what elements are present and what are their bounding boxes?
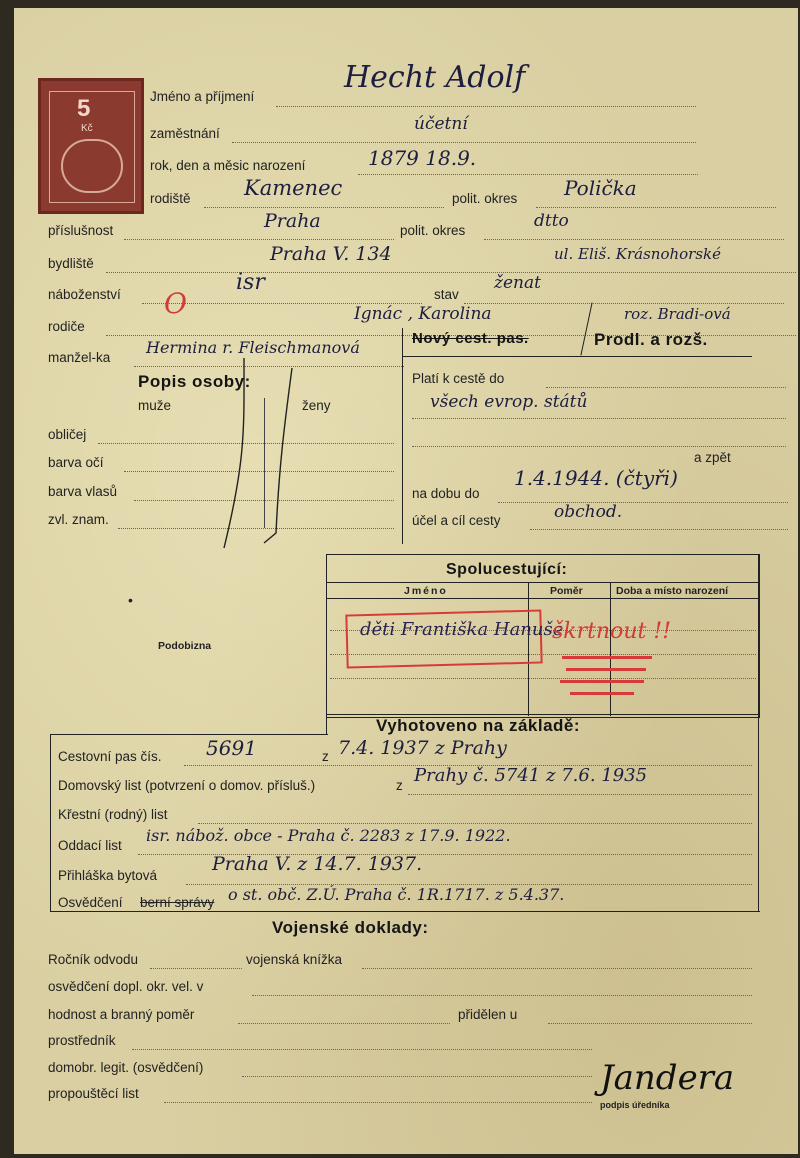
birth-value: 1879 18.9. bbox=[368, 146, 477, 170]
spouse-value: Hermina r. Fleischmanová bbox=[146, 338, 360, 357]
parents-label: rodiče bbox=[48, 319, 85, 334]
signature-label: podpis úředníka bbox=[600, 1100, 670, 1110]
traveler-entry: děti Františka Hanuše bbox=[360, 619, 564, 640]
passport-number-value: 5691 bbox=[206, 736, 257, 760]
residence-street: ul. Eliš. Krásnohorské bbox=[554, 245, 722, 263]
eyes-label: barva očí bbox=[48, 455, 104, 470]
basis-title: Vyhotoveno na základě: bbox=[376, 716, 581, 735]
passport-date: 7.4. 1937 z Prahy bbox=[338, 737, 507, 759]
citizenship-value: Praha bbox=[264, 210, 321, 232]
revenue-stamp bbox=[38, 78, 144, 214]
military-book: vojenská knížka bbox=[246, 952, 343, 967]
military-rank: hodnost a branný poměr bbox=[48, 1007, 195, 1022]
col-birth: Doba a místo narození bbox=[616, 585, 729, 597]
face-label: obličej bbox=[48, 427, 87, 442]
birthplace-value: Kamenec bbox=[244, 176, 343, 200]
military-legit: domobr. legit. (osvědčení) bbox=[48, 1060, 204, 1075]
stamp-value: 5 bbox=[77, 95, 91, 122]
lion-emblem-icon bbox=[61, 139, 123, 193]
official-signature: Jandera bbox=[600, 1058, 735, 1098]
return-label: a zpět bbox=[694, 450, 731, 465]
description-male: muže bbox=[138, 398, 172, 413]
military-year: Ročník odvodu bbox=[48, 952, 139, 967]
birth-label: rok, den a měsic narození bbox=[150, 158, 306, 173]
col-relation: Poměr bbox=[550, 585, 583, 597]
stamp-currency: Kč bbox=[81, 123, 93, 134]
parents-extra: roz. Bradi-ová bbox=[624, 305, 731, 323]
valid-value: všech evrop. států bbox=[430, 392, 588, 412]
district-value: Polička bbox=[564, 176, 637, 200]
passport-application-form bbox=[14, 8, 798, 1154]
purpose-value: obchod. bbox=[554, 502, 623, 522]
parents-value: Ignác , Karolina bbox=[354, 304, 492, 324]
photo-label: Podobizna bbox=[158, 640, 212, 652]
purpose-label: účel a cíl cesty bbox=[412, 513, 501, 528]
marriage-value: isr. nábož. obce - Praha č. 2283 z 17.9. 1922. bbox=[146, 826, 511, 845]
registration-label: Přihláška bytová bbox=[58, 868, 158, 883]
military-assigned: přidělen u bbox=[458, 1007, 518, 1022]
status-value: ženat bbox=[494, 273, 541, 293]
passport-number-label: Cestovní pas čís. bbox=[58, 749, 162, 764]
certificate-label: Osvědčení bbox=[58, 895, 123, 910]
district2-value: dtto bbox=[534, 211, 569, 231]
renewal-label: Prodl. a rozš. bbox=[594, 330, 708, 349]
job-value: účetní bbox=[414, 114, 468, 134]
job-label: zaměstnání bbox=[150, 126, 220, 141]
registration-value: Praha V. z 14.7. 1937. bbox=[212, 853, 423, 875]
until-label: na dobu do bbox=[412, 486, 480, 501]
military-title: Vojenské doklady: bbox=[272, 918, 429, 937]
marriage-label: Oddací list bbox=[58, 838, 122, 853]
valid-label: Platí k cestě do bbox=[412, 371, 505, 386]
description-title: Popis osoby: bbox=[138, 372, 251, 391]
military-agent: prostředník bbox=[48, 1033, 116, 1048]
certificate-struck: berní správy bbox=[140, 895, 215, 910]
col-name: Jméno bbox=[404, 585, 448, 597]
passport-from: z bbox=[322, 749, 329, 764]
new-passport-struck: Nový cest. pas. bbox=[412, 330, 529, 347]
residence-label: bydliště bbox=[48, 256, 94, 271]
religion-label: náboženství bbox=[48, 287, 121, 302]
district2-label: polit. okres bbox=[400, 223, 466, 238]
baptism-label: Křestní (rodný) list bbox=[58, 807, 168, 822]
strike-pen-stroke bbox=[184, 308, 434, 558]
travelers-title: Spolucestující: bbox=[446, 561, 568, 578]
domicile-from: z bbox=[396, 778, 403, 793]
description-female: ženy bbox=[302, 398, 331, 413]
name-label: Jméno a příjmení bbox=[150, 89, 255, 104]
residence-value: Praha V. 134 bbox=[270, 243, 392, 265]
military-release: propouštěcí list bbox=[48, 1086, 139, 1101]
hair-label: barva vlasů bbox=[48, 484, 118, 499]
status-label: stav bbox=[434, 287, 459, 302]
name-value: Hecht Adolf bbox=[344, 60, 526, 95]
red-circle-mark: O bbox=[164, 287, 187, 320]
strike-note: škrtnout !! bbox=[552, 619, 672, 644]
birthplace-label: rodiště bbox=[150, 191, 191, 206]
bullet-icon: • bbox=[128, 592, 133, 608]
until-value: 1.4.1944. (čtyři) bbox=[514, 466, 678, 490]
domicile-value: Prahy č. 5741 z 7.6. 1935 bbox=[414, 765, 648, 786]
citizenship-label: příslušnost bbox=[48, 223, 114, 238]
marks-label: zvl. znam. bbox=[48, 512, 109, 527]
religion-value: isr bbox=[236, 270, 265, 295]
domicile-label: Domovský list (potvrzení o domov. přísluš.) bbox=[58, 778, 316, 793]
military-cert: osvědčení dopl. okr. vel. v bbox=[48, 979, 204, 994]
spouse-label: manžel-ka bbox=[48, 350, 111, 365]
district-label: polit. okres bbox=[452, 191, 518, 206]
certificate-value: o st. obč. Z.Ú. Praha č. 1R.1717. z 5.4.37. bbox=[228, 885, 565, 904]
